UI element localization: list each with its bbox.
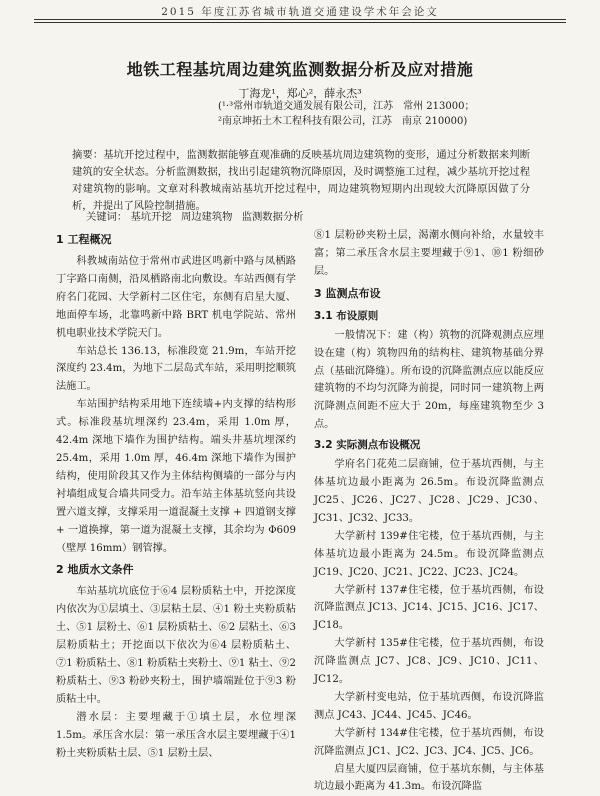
paragraph: 潜水层：主要埋藏于①填土层，水位埋深 1.5m。承压含水层：第一承压含水层主要埋藏于④1 粉土夹粉质粘土层、⑤1 层粉土层、 xyxy=(56,711,296,759)
paragraph: 大学新村 135#住宅楼，位于基坑西侧，布设沉降监测点 JC7、JC8、JC9、JC10、JC11、JC12。 xyxy=(314,638,544,686)
keyword: 周边建筑物 xyxy=(180,211,233,223)
left-column xyxy=(56,227,296,762)
paragraph: 大学新村 134#住宅楼，位于基坑西侧，布设沉降监测点 JC1、JC2、JC3、JC4、JC5、JC6。 xyxy=(314,727,544,757)
paragraph: 大学新村 139#住宅楼，位于基坑西侧，与主体基坑边最小距离为 24.5m。布设沉降监测点 JC19、JC20、JC21、JC22、JC23、JC24。 xyxy=(314,530,544,578)
header-rule-top xyxy=(34,19,566,20)
paragraph: 一般情况下：建（构）筑物的沉降观测点应埋设在建（构）筑物四角的结构柱、建筑物基础分界点（基础沉降缝）。所布设的沉降监测点应以能反应建筑物的不均匀沉降为前提，同时同一建筑物上两沉降测点间距不应大于 20m，每座建筑物至少 3 点。 xyxy=(314,329,544,431)
section-heading: 2 地质水文条件 xyxy=(56,563,134,577)
paragraph: 车站基坑坑底位于⑥4 层粉质粘土中，开挖深度内依次为①层填土、③层粘土层、④1 粉土夹粉质粘土、⑤1 层粉土、⑥1 层粉质粘土、⑥2 层粘土、⑥3 层粉质粘土；开挖面以下依次为⑥4 层粉质粘土、⑦1 粉质粘土、⑧1 粉质粘土夹粉土、⑨1 粘土、⑨2 粉质粘土、⑨3 粉砂夹粉土，围护墙端趾位于⑨3 粉质粘土中。 xyxy=(56,586,296,705)
paragraph: 车站围护结构采用地下连续墙+内支撑的结构形式。标准段基坑埋深约 23.4m，采用 1.0m 厚，42.4m 深地下墙作为围护结构。端头井基坑埋深约 25.4m，采用 1.0m 厚，46.4m 深地下墙作为围护结构，使用阶段其又作为主体结构侧墙的一部分与内衬墙组成复合墙共同受力。沿车站主体基坑竖向共设置六道支撑，支撑采用一道混凝土支撑 + 四道钢支撑 + 一道换撑，第一道为混凝土支撑，其余均为 Φ609（壁厚 16mm）钢管撑。 xyxy=(56,399,296,554)
running-header: 2015 年度江苏省城市轨道交通建设学术年会论文 xyxy=(161,6,439,18)
paragraph: 学府名门花苑二层商铺，位于基坑西侧，与主体基坑边最小距离为 26.5m。布设沉降监测点 JC25、JC26、JC27、JC28、JC29、JC30、JC31、JC32、JC33。 xyxy=(314,459,544,524)
paragraph: 大学新村变电站，位于基坑西侧，布设沉降监测点 JC43、JC44、JC45、JC46。 xyxy=(314,691,544,721)
keywords-line xyxy=(86,209,526,226)
section-heading: 3 监测点布设 xyxy=(314,286,381,300)
keyword: 基坑开挖 xyxy=(130,211,172,223)
paragraph: 车站总长 136.13，标准段宽 21.9m，车站开挖深度约 23.4m，为地下二层岛式车站，采用明挖顺筑法施工。 xyxy=(56,345,296,393)
paragraph: 启星大厦四层商铺，位于基坑东侧，与主体基坑边最小距离为 41.3m。布设沉降监 xyxy=(314,763,544,793)
section-heading: 1 工程概况 xyxy=(56,233,112,246)
keywords-label: 关键词： xyxy=(86,211,128,223)
keyword: 监测数据分析 xyxy=(241,211,304,223)
header-rule-bottom xyxy=(34,22,566,23)
affiliation-1: (¹·³常州市轨道交通发展有限公司，江苏 常州 213000； xyxy=(218,101,475,112)
author-list: 丁海龙¹，郑心²，薛永杰³ xyxy=(238,87,362,100)
paper-title: 地铁工程基坑周边建筑监测数据分析及应对措施 xyxy=(126,60,474,79)
abstract: 摘要：基坑开挖过程中，监测数据能够直观准确的反映基坑周边建筑物的变形，通过分析数据来判断建筑的安全状态。分析监测数据，找出引起建筑物沉降原因，及时调整施工过程，减少基坑开挖过程对建筑物的影响。文章对科教城南站基坑开挖过程中，周边建筑物短期内出现较大沉降原因做了分析，并提出了风险控制措施。 xyxy=(72,149,530,212)
paragraph: 大学新村 137#住宅楼，位于基坑西侧，布设沉降监测点 JC13、JC14、JC15、JC16、JC17、JC18。 xyxy=(314,584,544,632)
right-column xyxy=(314,227,544,796)
paragraph: 科教城南站位于常州市武进区鸣新中路与凤栖路丁字路口南侧，沿凤栖路南北向敷设。车站西侧有学府名门花园、大学新村二区住宅，东侧有启星大厦、地面停车场，北靠鸣新中路 BRT 机电学院站、常州机电职业技术学院天门。 xyxy=(56,256,296,339)
affiliation-2: ²南京坤拓土木工程科技有限公司，江苏 南京 210000) xyxy=(218,116,468,127)
subsection-heading: 3.2 实际测点布设概况 xyxy=(314,439,421,452)
paragraph: ⑧1 层粉砂夹粉土层，渴潮水侧向补给，水量较丰富；第二承压含水层主要埋藏于⑨1、⑩1 粉细砂层。 xyxy=(314,230,544,277)
subsection-heading: 3.1 布设原则 xyxy=(314,309,379,322)
